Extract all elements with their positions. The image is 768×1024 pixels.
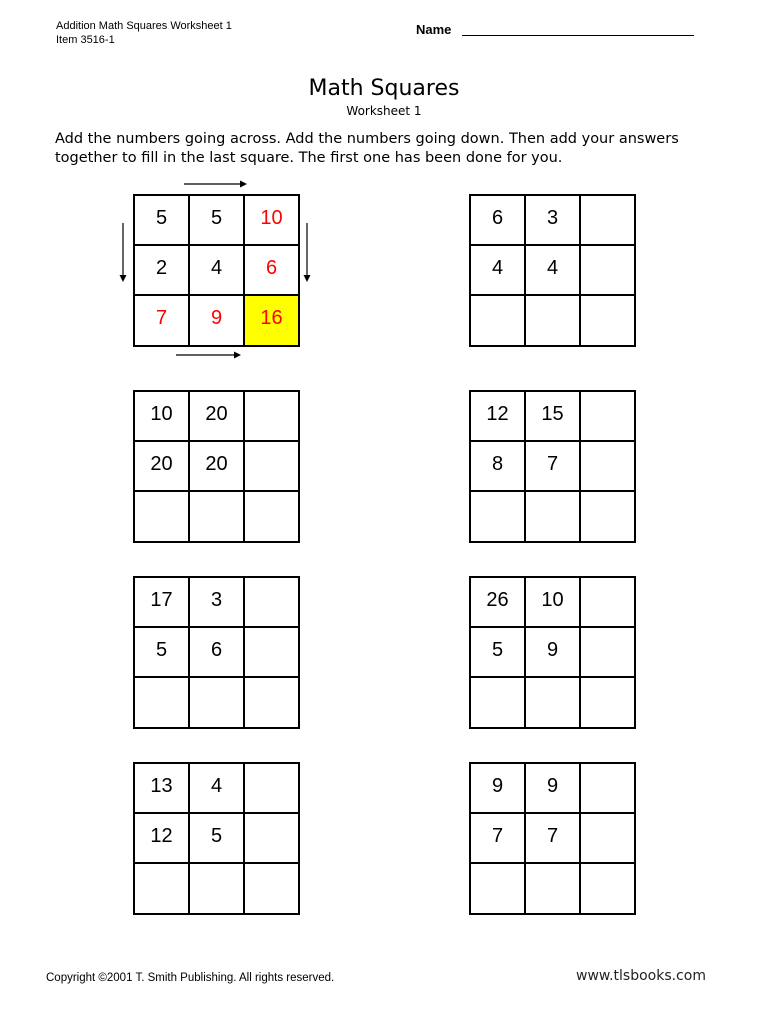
number-cell: 5 — [135, 628, 190, 678]
number-cell: 12 — [471, 392, 526, 442]
math-square-5 — [133, 576, 300, 729]
number-cell: 9 — [471, 764, 526, 814]
number-cell: 7 — [526, 814, 581, 864]
number-cell: 7 — [526, 442, 581, 492]
number-cell: 4 — [190, 764, 245, 814]
answer-cell[interactable] — [190, 678, 245, 729]
number-cell: 20 — [190, 442, 245, 492]
worksheet-header — [56, 19, 232, 47]
answer-cell[interactable] — [581, 296, 636, 347]
math-square-7 — [133, 762, 300, 915]
number-cell: 10 — [526, 578, 581, 628]
number-cell: 7 — [471, 814, 526, 864]
answer-cell[interactable] — [245, 764, 300, 814]
answer-cell[interactable] — [245, 442, 300, 492]
math-square-2 — [469, 194, 636, 347]
answer-cell: 16 — [245, 296, 300, 347]
number-cell: 9 — [526, 764, 581, 814]
number-cell: 17 — [135, 578, 190, 628]
copyright-text: Copyright ©2001 T. Smith Publishing. All rights reserved. — [46, 972, 335, 984]
number-cell: 26 — [471, 578, 526, 628]
number-cell: 8 — [471, 442, 526, 492]
number-cell: 2 — [135, 246, 190, 296]
number-cell: 4 — [471, 246, 526, 296]
number-cell: 5 — [190, 196, 245, 246]
page-subtitle: Worksheet 1 — [346, 104, 422, 118]
answer-cell[interactable] — [581, 814, 636, 864]
answer-cell[interactable] — [471, 296, 526, 347]
number-cell: 13 — [135, 764, 190, 814]
answer-cell[interactable] — [581, 764, 636, 814]
number-cell: 6 — [471, 196, 526, 246]
math-square-4 — [469, 390, 636, 543]
page-title: Math Squares — [308, 76, 460, 101]
answer-cell[interactable] — [526, 492, 581, 543]
number-cell: 9 — [526, 628, 581, 678]
number-cell: 3 — [526, 196, 581, 246]
answer-cell[interactable] — [581, 492, 636, 543]
answer-cell[interactable] — [190, 492, 245, 543]
worksheet-name: Addition Math Squares Worksheet 1 — [56, 20, 232, 32]
answer-cell[interactable] — [471, 864, 526, 915]
answer-cell: 9 — [190, 296, 245, 347]
number-cell: 15 — [526, 392, 581, 442]
answer-cell[interactable] — [581, 196, 636, 246]
arrow-down-right-icon — [301, 223, 313, 283]
math-square-1 — [133, 194, 300, 347]
answer-cell[interactable] — [245, 578, 300, 628]
answer-cell[interactable] — [526, 296, 581, 347]
answer-cell[interactable] — [135, 492, 190, 543]
answer-cell[interactable] — [581, 442, 636, 492]
answer-cell[interactable] — [135, 678, 190, 729]
item-number: Item 3516-1 — [56, 34, 115, 46]
answer-cell[interactable] — [245, 678, 300, 729]
number-cell: 5 — [471, 628, 526, 678]
number-cell: 12 — [135, 814, 190, 864]
arrow-right-bottom-icon — [176, 349, 242, 361]
answer-cell: 10 — [245, 196, 300, 246]
answer-cell: 7 — [135, 296, 190, 347]
number-cell: 10 — [135, 392, 190, 442]
answer-cell[interactable] — [245, 392, 300, 442]
answer-cell[interactable] — [526, 864, 581, 915]
math-square-8 — [469, 762, 636, 915]
answer-cell[interactable] — [581, 864, 636, 915]
answer-cell[interactable] — [581, 628, 636, 678]
answer-cell[interactable] — [471, 678, 526, 729]
number-cell: 4 — [526, 246, 581, 296]
number-cell: 20 — [135, 442, 190, 492]
name-label: Name — [416, 22, 452, 37]
number-cell: 5 — [190, 814, 245, 864]
answer-cell[interactable] — [135, 864, 190, 915]
answer-cell[interactable] — [190, 864, 245, 915]
math-square-6 — [469, 576, 636, 729]
number-cell: 6 — [190, 628, 245, 678]
answer-cell[interactable] — [471, 492, 526, 543]
math-square-3 — [133, 390, 300, 543]
answer-cell[interactable] — [245, 628, 300, 678]
answer-cell[interactable] — [245, 492, 300, 543]
arrow-right-top-icon — [184, 178, 248, 190]
answer-cell[interactable] — [581, 678, 636, 729]
arrow-down-left-icon — [117, 223, 129, 283]
number-cell: 4 — [190, 246, 245, 296]
answer-cell[interactable] — [245, 864, 300, 915]
answer-cell[interactable] — [581, 578, 636, 628]
name-line[interactable] — [462, 35, 694, 36]
answer-cell: 6 — [245, 246, 300, 296]
website-link[interactable]: www.tlsbooks.com — [576, 968, 706, 984]
answer-cell[interactable] — [581, 246, 636, 296]
number-cell: 3 — [190, 578, 245, 628]
answer-cell[interactable] — [526, 678, 581, 729]
instructions: Add the numbers going across. Add the numbers going down. Then add your answers together to fill in the last square. The first one has been done for you. — [55, 131, 679, 166]
number-cell: 5 — [135, 196, 190, 246]
answer-cell[interactable] — [245, 814, 300, 864]
number-cell: 20 — [190, 392, 245, 442]
answer-cell[interactable] — [581, 392, 636, 442]
